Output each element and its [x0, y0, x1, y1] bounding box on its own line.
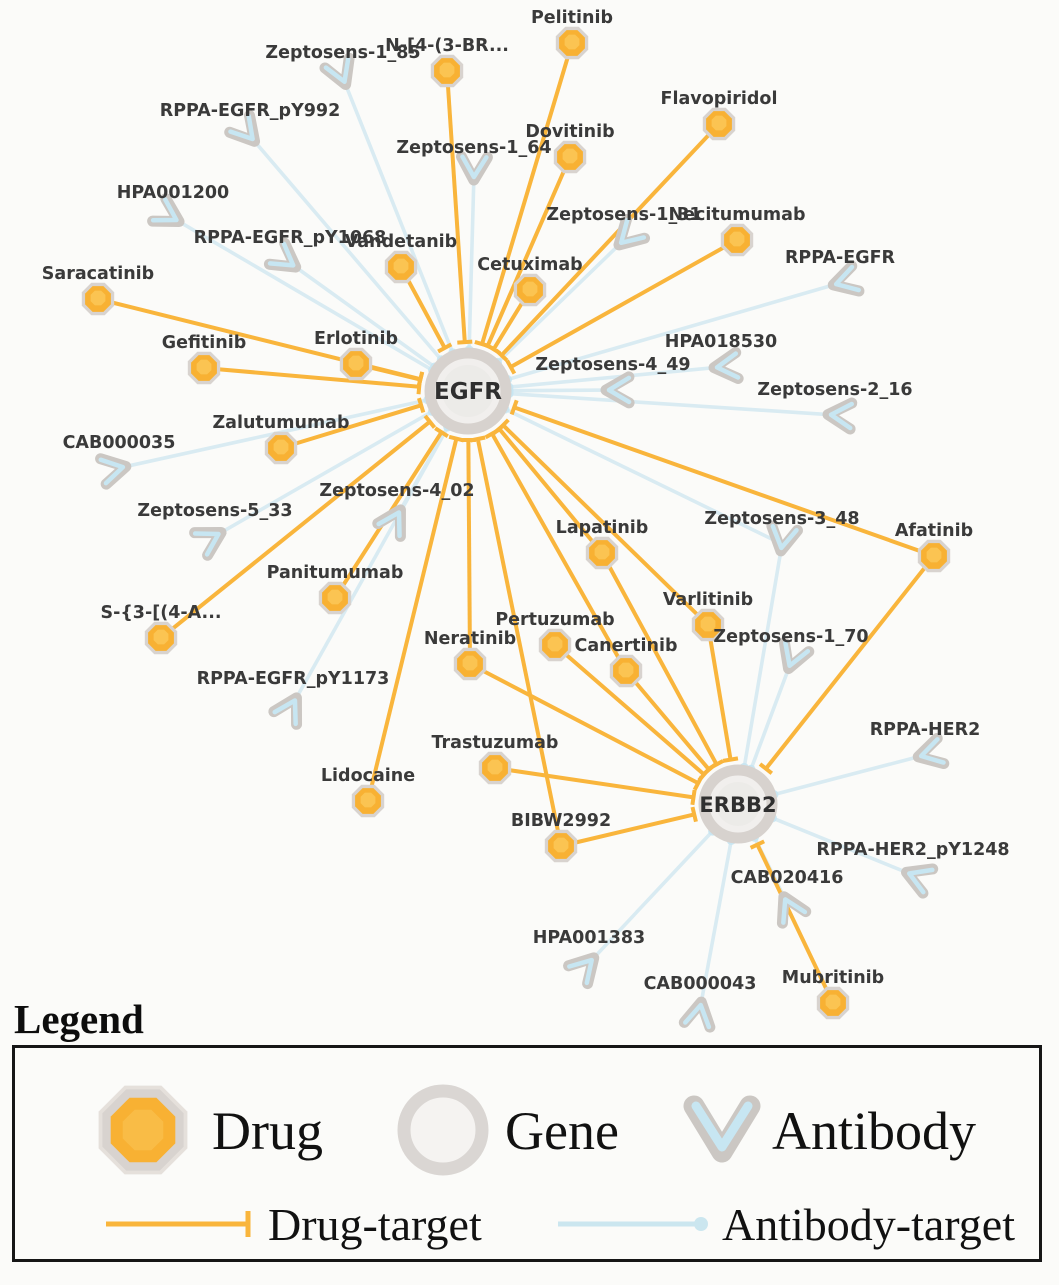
edge-tee-endcap: [692, 790, 694, 805]
antibody-node-zeptosens-5-33: [195, 521, 228, 555]
node-label: Saracatinib: [42, 264, 154, 284]
drug-node-zalutumumab: [265, 432, 297, 464]
node-label: S-{3-[(4-A...: [100, 603, 221, 623]
edge-antibody-target: [504, 390, 610, 391]
drug-node-vandetanib: [385, 251, 417, 283]
node-label: N-[4-(3-BR...: [385, 36, 509, 56]
edge-tee-endcap: [457, 342, 472, 343]
edge-antibody-target: [469, 176, 474, 355]
node-label: Necitumumab: [669, 205, 806, 225]
drug-node-mubritinib: [817, 987, 849, 1019]
node-label: Cetuximab: [477, 255, 582, 275]
node-label: Neratinib: [424, 629, 516, 649]
drug-octagon-highlight: [595, 545, 610, 560]
drug-octagon-highlight: [274, 440, 289, 455]
drug-octagon-highlight: [394, 259, 409, 274]
node-label: Pertuzumab: [495, 610, 614, 630]
node-label: HPA001200: [117, 183, 229, 203]
node-label: Gefitinib: [162, 333, 247, 353]
drug-octagon-highlight: [349, 356, 364, 371]
legend-antibody-label: Antibody: [772, 1100, 976, 1162]
node-label: Zeptosens-1_70: [713, 627, 868, 647]
drug-node-gefitinib: [188, 352, 220, 384]
drug-octagon-highlight: [488, 760, 503, 775]
node-label: CAB000035: [63, 433, 176, 453]
edge-tee-endcap: [470, 438, 485, 441]
labels-layer: [42, 8, 1010, 994]
antibody-target-edge-icon: [552, 1202, 717, 1246]
node-label: Zeptosens-3_48: [704, 509, 859, 529]
drug-node-afatinib: [918, 540, 950, 572]
drug-octagon-highlight: [619, 663, 634, 678]
drug-node-flavopiridol: [703, 108, 735, 140]
node-label: Canertinib: [575, 636, 678, 656]
edge-antibody-target: [769, 756, 922, 796]
edge-tee-endcap: [419, 372, 423, 387]
drug-octagon-highlight: [440, 63, 455, 78]
legend-antibody-target-label: Antibody-target: [722, 1198, 1015, 1251]
drug-node-dovitinib: [554, 141, 586, 173]
node-label: Dovitinib: [525, 122, 614, 142]
antibody-chevron-icon: [672, 1078, 772, 1182]
drug-node-lapatinib: [586, 537, 618, 569]
drug-octagon-highlight: [927, 548, 942, 563]
antibody-chevron-outline: [902, 860, 933, 893]
antibody-chevron-outline: [830, 266, 859, 297]
drug-node-pelitinib: [556, 27, 588, 59]
edge-drug-target: [447, 71, 465, 342]
drug-octagon-highlight: [565, 35, 580, 50]
node-label: Zeptosens-1_85: [265, 43, 420, 63]
node-label: HPA001383: [533, 928, 645, 948]
drug-node-canertinib: [610, 655, 642, 687]
node-label: Lapatinib: [556, 518, 649, 538]
node-label: Erlotinib: [314, 329, 398, 349]
antibody-node-rppa-egfr-py1068: [269, 243, 303, 278]
drug-octagon-highlight: [91, 291, 106, 306]
node-label: RPPA-HER2: [870, 720, 981, 740]
legend-drug-label: Drug: [212, 1100, 323, 1162]
node-label: Pelitinib: [531, 8, 613, 28]
drug-node-panitumumab: [319, 582, 351, 614]
drug-node-lidocaine: [352, 785, 384, 817]
legend-title: Legend: [14, 995, 144, 1043]
node-label: BIBW2992: [511, 811, 611, 831]
drug-node-necitumumab: [721, 224, 753, 256]
node-label: Trastuzumab: [432, 733, 559, 753]
gene-circle-icon: [395, 1082, 491, 1178]
drug-octagon-highlight: [154, 630, 169, 645]
antibody-node-cab000043: [684, 1000, 714, 1027]
antibody-node-rppa-egfr: [830, 266, 859, 297]
node-label: RPPA-HER2_pY1248: [816, 840, 1009, 860]
node-label: Zeptosens-1_64: [396, 138, 551, 158]
node-label: RPPA-EGFR_pY1068: [194, 228, 387, 248]
gene-label: EGFR: [434, 379, 502, 405]
drug-octagon-highlight: [826, 995, 841, 1010]
drug-node-trastuzumab: [479, 752, 511, 784]
node-label: Zeptosens-4_49: [535, 355, 690, 375]
antibody-node-zeptosens-1-70: [776, 642, 808, 673]
legend-drug-target-label: Drug-target: [268, 1198, 482, 1251]
node-label: Zeptosens-2_16: [757, 380, 912, 400]
drug-octagon-icon: [93, 1080, 193, 1180]
node-label: Zeptosens-4_02: [319, 481, 474, 501]
legend-gene-label: Gene: [505, 1100, 619, 1162]
drug-node-pertuzumab: [539, 629, 571, 661]
antibody-node-rppa-her2: [915, 738, 944, 769]
node-label: CAB020416: [731, 868, 844, 888]
edge-antibody-target: [749, 665, 790, 774]
drug-octagon-highlight: [563, 149, 578, 164]
drug-node-s-3-4-a: [145, 622, 177, 654]
node-label: CAB000043: [644, 974, 757, 994]
drug-octagon-highlight: [361, 793, 376, 808]
node-label: Zalutumumab: [212, 413, 349, 433]
drug-octagon-highlight: [463, 656, 478, 671]
antibody-node-rppa-her2-py1248: [902, 860, 933, 893]
drug-octagon-highlight: [730, 232, 745, 247]
node-label: RPPA-EGFR: [785, 248, 896, 268]
antibody-node-zeptosens-1-64: [461, 157, 488, 181]
node-label: Lidocaine: [321, 766, 415, 786]
antibody-chevron-outline: [776, 642, 808, 673]
node-label: Panitumumab: [267, 563, 404, 583]
drug-node-cetuximab: [514, 274, 546, 306]
drug-octagon-highlight: [554, 838, 569, 853]
antibody-node-zeptosens-3-48: [768, 526, 797, 553]
node-label: Varlitinib: [663, 590, 753, 610]
node-label: HPA018530: [665, 332, 777, 352]
edge-drug-target: [495, 768, 693, 797]
drug-octagon-highlight: [523, 282, 538, 297]
node-label: RPPA-EGFR_pY1173: [197, 669, 390, 689]
node-label: RPPA-EGFR_pY992: [160, 101, 341, 121]
node-label: Mubritinib: [782, 968, 884, 988]
drug-node-saracatinib: [82, 283, 114, 315]
node-label: Zeptosens-1_31: [546, 205, 701, 225]
antibody-node-zeptosens-2-16: [827, 402, 852, 429]
drug-octagon-highlight: [712, 116, 727, 131]
node-label: Zeptosens-5_33: [137, 501, 292, 521]
antibody-node-hpa018530: [713, 353, 738, 381]
edge-tee-endcap: [723, 758, 738, 760]
antibody-node-cab000035: [101, 454, 129, 484]
antibody-node-rppa-egfr-py1173: [274, 692, 308, 725]
drug-octagon-highlight: [548, 637, 563, 652]
drug-node-bibw2992: [545, 830, 577, 862]
drug-octagon-highlight: [197, 360, 212, 375]
drug-node-n-4-3-br: [431, 55, 463, 87]
edge-tee-endcap: [692, 807, 695, 822]
node-label: Flavopiridol: [661, 89, 778, 109]
drug-node-neratinib: [454, 648, 486, 680]
drug-node-erlotinib: [340, 348, 372, 380]
drug-target-edge-icon: [100, 1202, 265, 1246]
node-label: Vandetanib: [345, 232, 457, 252]
edge-drug-target: [626, 671, 709, 770]
node-label: Afatinib: [895, 521, 973, 541]
antibody-node-hpa001200: [153, 199, 186, 233]
edge-tee-endcap: [512, 400, 517, 414]
drug-octagon-highlight: [328, 590, 343, 605]
antibody-chevron-outline: [101, 454, 129, 484]
antibody-chevron-outline: [915, 738, 944, 769]
gene-label: ERBB2: [699, 793, 776, 817]
